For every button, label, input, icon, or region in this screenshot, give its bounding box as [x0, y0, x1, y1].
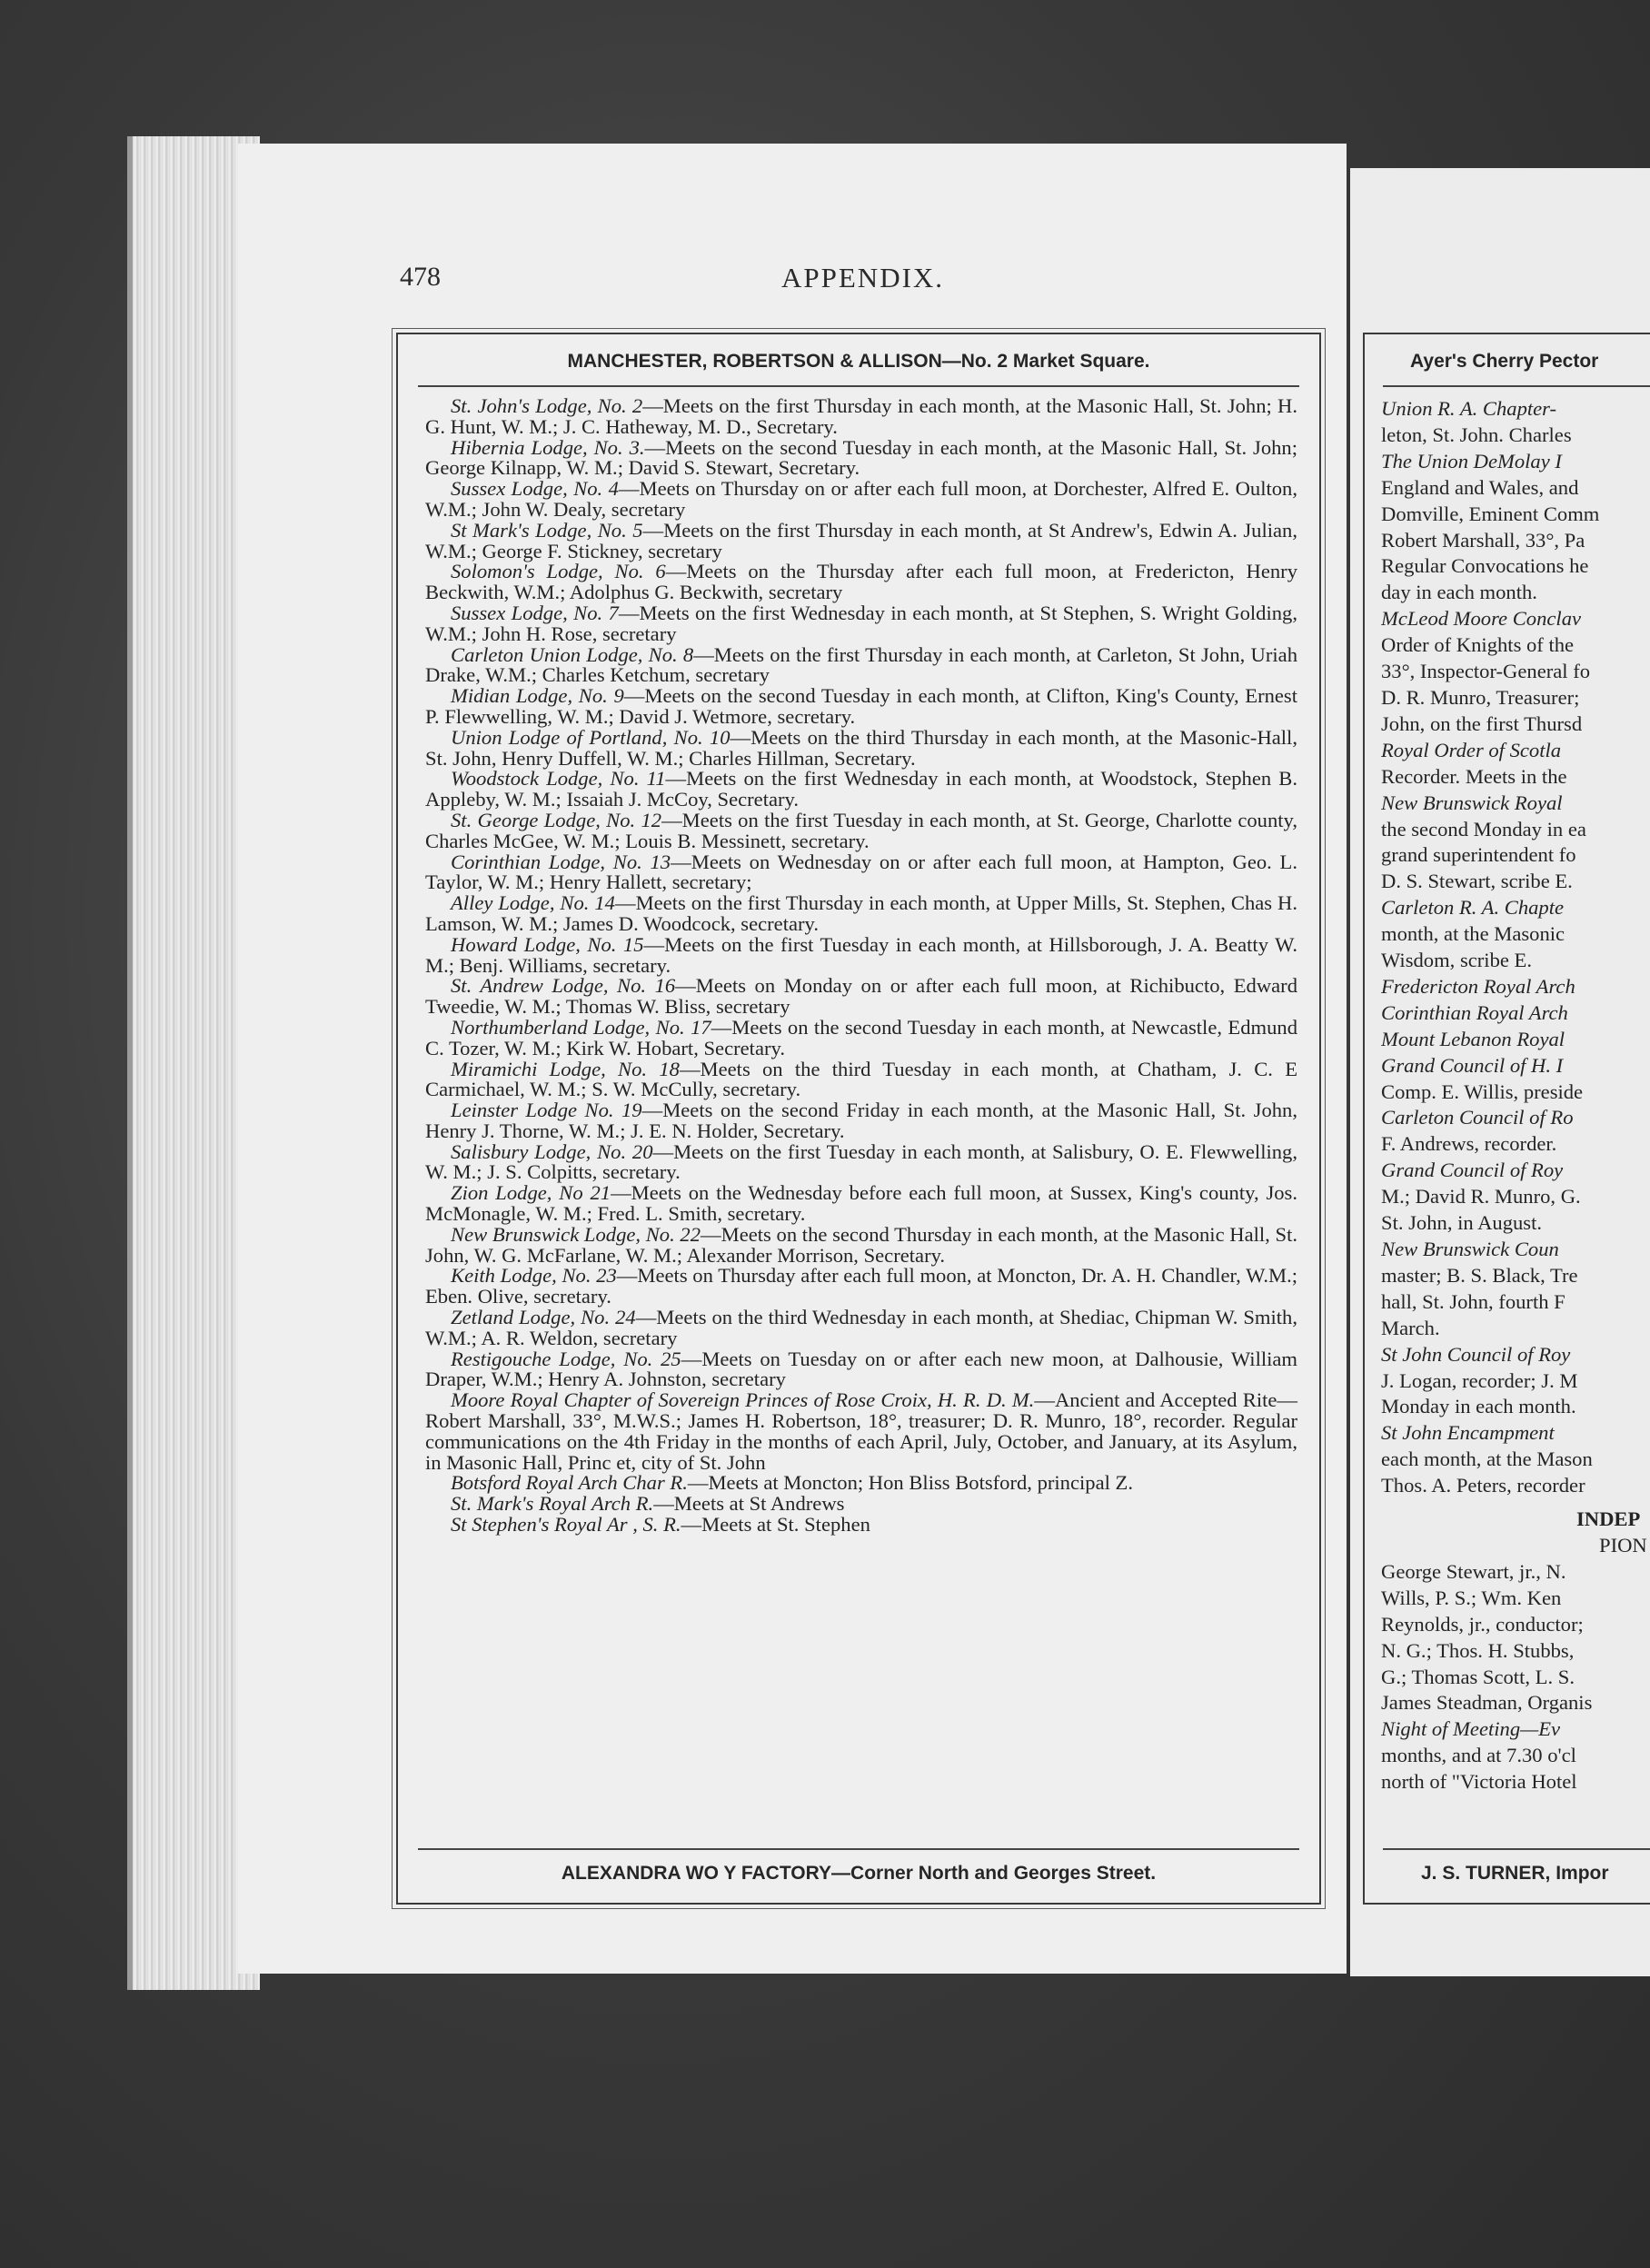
lodge-name: St. John's Lodge, No. 2: [451, 394, 643, 417]
lodge-details: —Meets on the first Thursday in each month, at St Andrew's, Edwin A. Julian, W.M.; George F. Stickney, secretary: [425, 518, 1297, 562]
lodge-name: Botsford Royal Arch Char R.: [451, 1471, 688, 1495]
running-head: APPENDIX.: [781, 262, 945, 293]
lodge-details: —Meets on the first Thursday in each month, at Upper Mills, St. Stephen, Chas H. Lamson, W. M.; James D. Woodcock, secretary.: [425, 891, 1297, 935]
right-page-line: Grand Council of Roy: [1381, 1159, 1564, 1182]
lodge-details: —Meets on the second Friday in each month, at the Masonic Hall, St. John, Henry J. Thorne, W. M.; J. E. N. Holder, Secretary.: [425, 1099, 1297, 1142]
right-page-line: John, on the first Thursd: [1381, 711, 1583, 735]
top-rule: [418, 385, 1299, 387]
lodge-entry: [425, 396, 1297, 438]
lodge-name: Salisbury Lodge, No. 20: [451, 1139, 653, 1163]
lodge-entry: [425, 1266, 1297, 1308]
right-page-line: M.; David R. Munro, G.: [1381, 1185, 1581, 1209]
lodge-name: Corinthian Lodge, No. 13: [451, 850, 671, 873]
lodge-name: Restigouche Lodge, No. 25: [451, 1347, 681, 1370]
lodge-name: Howard Lodge, No. 15: [451, 932, 644, 956]
lodge-name: Zion Lodge, No 21: [451, 1181, 611, 1205]
lodge-details: —Meets on Wednesday on or after each full moon, at Hampton, Geo. L. Taylor, W. M.; Henry Hallett, secretary;: [425, 850, 1297, 894]
lodge-name: St Mark's Lodge, No. 5: [451, 518, 643, 542]
lodge-details: —Meets on the third Wednesday in each month, at Shediac, Chipman W. Smith, W.M.; A. R. Weldon, secretary: [425, 1306, 1297, 1349]
lodge-details: —Meets on the third Tuesday in each month, at Chatham, J. C. E Carmichael, W. M.; S. W. McCully, secretary.: [425, 1057, 1297, 1101]
right-top-rule: [1383, 385, 1650, 387]
lodge-entry: [425, 976, 1297, 1018]
right-page-line: Regular Convocations he: [1381, 554, 1589, 578]
lodge-entry: [425, 769, 1297, 811]
lodge-details: —Meets on the first Tuesday in each month, at Salisbury, O. E. Flewwelling, W. M.; J. S. Colpitts, secretary.: [425, 1139, 1298, 1184]
right-page-line: Union R. A. Chapter-: [1381, 397, 1557, 420]
lodge-entry: [425, 479, 1297, 521]
lodge-entry: [425, 435, 1298, 480]
right-page-entries: [1381, 396, 1650, 1796]
right-page-line: the second Monday in ea: [1381, 817, 1586, 841]
right-page-line: Wisdom, scribe E.: [1381, 949, 1532, 972]
lodge-entry: [425, 893, 1297, 935]
directory-box: [396, 333, 1321, 1905]
lodge-entry: [425, 1059, 1297, 1101]
lodge-details: —Meets on the second Tuesday in each month, at Clifton, King's County, Ernest P. Flewwelling, W. M.; David J. Wetmore, secretary.: [425, 684, 1298, 728]
right-page-line: March.: [1381, 1316, 1440, 1339]
right-page-line: F. Andrews, recorder.: [1381, 1132, 1557, 1156]
lodge-name: Sussex Lodge, No. 7: [451, 601, 619, 624]
bottom-rule: [418, 1848, 1299, 1850]
lodge-entry: [425, 1222, 1297, 1267]
lodge-entry: [425, 1494, 1297, 1515]
lodge-entry: [425, 1473, 1297, 1494]
lodge-name: Leinster Lodge No. 19: [451, 1099, 642, 1122]
right-page-line: St John Encampment: [1381, 1421, 1555, 1445]
lodge-name: Alley Lodge, No. 14: [451, 891, 615, 915]
lodge-name: Sussex Lodge, No. 4: [451, 477, 619, 501]
right-page-line: day in each month.: [1381, 581, 1537, 604]
advertisement-bottom: ALEXANDRA WO Y FACTORY—Corner North and Georges Street.: [561, 1863, 1157, 1884]
right-page-line: Recorder. Meets in the: [1381, 764, 1567, 788]
lodge-name: Zetland Lodge, No. 24: [451, 1306, 636, 1329]
advertisement-top: MANCHESTER, ROBERTSON & ALLISON—No. 2 Market Square.: [567, 351, 1150, 372]
right-advertisement-top: Ayer's Cherry Pector: [1410, 351, 1599, 372]
right-advertisement-bottom: J. S. TURNER, Impor: [1421, 1863, 1609, 1884]
lodge-details: —Meets at St. Stephen: [681, 1513, 870, 1537]
right-page-line: Domville, Eminent Comm: [1381, 502, 1600, 525]
right-page-line: New Brunswick Coun: [1381, 1238, 1559, 1260]
lodge-details: —Meets on the second Tuesday in each month, at Newcastle, Edmund C. Tozer, W. M.; Kirk W. Hobart, Secretary.: [425, 1015, 1297, 1059]
lodge-entry: [425, 518, 1297, 562]
lodge-entry: [425, 1100, 1297, 1142]
lodge-details: —Meets on the first Thursday in each month, at the Masonic Hall, St. John; H. G. Hunt, W. M.; J. C. Hatheway, M. D., Secretary.: [425, 394, 1297, 438]
lodge-details: —Meets on Monday on or after each full moon, at Richibucto, Edward Tweedie, W. M.; Thomas W. Bliss, secretary: [425, 974, 1297, 1019]
lodge-details: —Meets on the first Wednesday in each month, at St Stephen, S. Wright Golding, W.M.; John H. Rose, secretary: [425, 601, 1297, 645]
lodge-details: —Meets on the first Tuesday in each month, at St. George, Charlotte county, Charles McGee, W. M.; Louis B. Messinett, secretary.: [425, 808, 1297, 852]
lodge-name: Carleton Union Lodge, No. 8: [451, 642, 694, 666]
lodge-entry: [425, 1183, 1297, 1225]
lodge-entry: [425, 1515, 1297, 1536]
lodge-details: —Meets on the second Tuesday in each month, at the Masonic Hall, St. John; George Kilnapp, W. M.; David S. Stewart, Secretary.: [425, 435, 1298, 480]
right-page-line: St. John, in August.: [1381, 1211, 1543, 1235]
right-page-line: Night of Meeting—Ev: [1381, 1717, 1561, 1741]
right-page-line: Carleton Council of Ro: [1381, 1106, 1574, 1129]
right-page-line: McLeod Moore Conclav: [1381, 607, 1582, 631]
lodge-details: —Meets at Moncton; Hon Bliss Botsford, principal Z.: [687, 1471, 1133, 1495]
right-page-line: Monday in each month.: [1381, 1395, 1576, 1418]
right-page-line: Fredericton Royal Arch: [1381, 974, 1575, 998]
lodge-name: St. Andrew Lodge, No. 16: [451, 974, 676, 998]
lodge-name: New Brunswick Lodge, No. 22: [451, 1222, 701, 1246]
right-page-line: Carleton R. A. Chapte: [1381, 896, 1565, 920]
lodge-name: Union Lodge of Portland, No. 10: [451, 725, 731, 749]
right-page-line: Robert Marshall, 33°, Pa: [1381, 528, 1585, 552]
lodge-entry: [425, 1139, 1298, 1184]
lodge-details: —Meets on the first Wednesday in each month, at Woodstock, Stephen B. Appleby, W. M.; Issaiah J. McCoy, Secretary.: [425, 767, 1297, 811]
right-page-subheading: PION: [1599, 1533, 1647, 1557]
lodge-details: —Meets on the first Thursday in each month, at Carleton, St John, Uriah Drake, W.M.; Charles Ketchum, secretary: [425, 642, 1297, 687]
lodge-entry: [425, 603, 1297, 645]
lodge-entry: [425, 725, 1297, 770]
lodge-name: Midian Lodge, No. 9: [451, 684, 624, 708]
lodge-entry: [425, 642, 1297, 687]
right-page-line: G.; Thomas Scott, L. S.: [1381, 1665, 1575, 1688]
right-page-line: Mount Lebanon Royal: [1381, 1027, 1566, 1050]
lodge-entry: [425, 686, 1297, 728]
right-page-line: Royal Order of Scotla: [1381, 738, 1562, 761]
lodge-entry: [425, 1390, 1297, 1473]
lodge-name: Solomon's Lodge, No. 6: [451, 560, 666, 583]
lodge-entry: [425, 932, 1298, 977]
lodge-details: —Meets on Thursday after each full moon, at Moncton, Dr. A. H. Chandler, W.M.; Eben. Olive, secretary.: [425, 1264, 1297, 1308]
lodge-name: St. George Lodge, No. 12: [451, 808, 662, 831]
right-page-line: J. Logan, recorder; J. M: [1381, 1368, 1578, 1392]
right-page-line: grand superintendent fo: [1381, 843, 1576, 867]
right-bottom-rule: [1383, 1848, 1650, 1850]
lodge-name: Northumberland Lodge, No. 17: [451, 1015, 711, 1039]
right-page-line: Comp. E. Willis, preside: [1381, 1079, 1584, 1103]
lodge-details: —Ancient and Accepted Rite—Robert Marshall, 33°, M.W.S.; James H. Robertson, 18°, treasurer; D. R. Munro, 18°, recorder. Regular communications on the 4th Friday in the months of each April, July, October, and January, at its Asylum, in Masonic Hall, Princ et, city of St. John: [425, 1388, 1297, 1474]
right-page-line: St John Council of Roy: [1381, 1342, 1571, 1366]
lodge-name: Keith Lodge, No. 23: [451, 1264, 617, 1288]
lodge-name: Moore Royal Chapter of Sovereign Princes of Rose Croix, H. R. D. M.: [451, 1388, 1035, 1412]
right-page-line: N. G.; Thos. H. Stubbs,: [1381, 1638, 1575, 1662]
lodge-name: St Stephen's Royal Ar , S. R.: [451, 1513, 681, 1537]
lodge-entry: [425, 808, 1297, 852]
right-page-line: D. S. Stewart, scribe E.: [1381, 870, 1573, 893]
page-number: 478: [400, 262, 441, 292]
right-page-line: hall, St. John, fourth F: [1381, 1289, 1566, 1313]
lodge-details: —Meets at St Andrews: [653, 1492, 845, 1516]
lodge-entry: [425, 1308, 1297, 1349]
right-page-line: leton, St. John. Charles: [1381, 423, 1572, 446]
right-page-line: 33°, Inspector-General fo: [1381, 660, 1591, 683]
lodge-name: Woodstock Lodge, No. 11: [451, 767, 666, 791]
right-page-line: Order of Knights of the: [1381, 633, 1575, 657]
right-page-line: The Union DeMolay I: [1381, 449, 1562, 472]
right-page-line: England and Wales, and: [1381, 475, 1579, 499]
right-page-line: month, at the Masonic: [1381, 922, 1566, 946]
lodge-entry: [425, 1349, 1297, 1391]
right-page-line: George Stewart, jr., N.: [1381, 1559, 1566, 1583]
lodge-entry: [425, 1015, 1297, 1059]
right-page-line: Reynolds, jr., conductor;: [1381, 1612, 1584, 1636]
right-page-line: each month, at the Mason: [1381, 1447, 1593, 1471]
right-page-line: Wills, P. S.; Wm. Ken: [1381, 1586, 1562, 1609]
lodge-entry: [425, 852, 1297, 894]
lodge-details: —Meets on Tuesday on or after each new moon, at Dalhousie, William Draper, W.M.; Henry A. Johnston, secretary: [425, 1347, 1297, 1391]
lodge-details: —Meets on the second Thursday in each month, at the Masonic Hall, St. John, W. G. McFarlane, W. M.; Alexander Morrison, Secretary.: [425, 1222, 1297, 1267]
lodge-details: —Meets on the third Thursday in each month, at the Masonic-Hall, St. John, Henry Duffell, W. M.; Charles Hillman, Secretary.: [425, 725, 1297, 770]
lodge-details: —Meets on the Wednesday before each full moon, at Sussex, King's county, Jos. McMonagle, W. M.; Fred. L. Smith, secretary.: [425, 1181, 1297, 1226]
lodge-name: Miramichi Lodge, No. 18: [451, 1057, 680, 1080]
right-page-line: James Steadman, Organis: [1381, 1691, 1593, 1715]
lodge-entries: [425, 396, 1297, 1536]
lodge-entry: [425, 562, 1297, 603]
lodge-details: —Meets on the Thursday after each full moon, at Fredericton, Henry Beckwith, W.M.; Adolphus G. Beckwith, secretary: [425, 560, 1297, 604]
right-directory-box: [1363, 333, 1650, 1905]
right-page-line: New Brunswick Royal: [1381, 791, 1563, 814]
right-page-line: D. R. Munro, Treasurer;: [1381, 685, 1580, 709]
lodge-name: St. Mark's Royal Arch R.: [451, 1492, 654, 1516]
right-page-line: Thos. A. Peters, recorder: [1381, 1474, 1585, 1497]
right-page-line: master; B. S. Black, Tre: [1381, 1263, 1578, 1287]
right-page-line: Grand Council of H. I: [1381, 1053, 1564, 1077]
lodge-name: Hibernia Lodge, No. 3.: [451, 435, 645, 459]
right-page-heading: INDEP: [1576, 1507, 1641, 1531]
right-page-line: months, and at 7.30 o'cl: [1381, 1744, 1576, 1767]
lodge-details: —Meets on Thursday on or after each full moon, at Dorchester, Alfred E. Oulton, W.M.; John W. Dealy, secretary: [425, 477, 1297, 521]
lodge-details: —Meets on the first Tuesday in each month, at Hillsborough, J. A. Beatty W. M.; Benj. Williams, secretary.: [425, 932, 1298, 977]
right-page-line: Corinthian Royal Arch: [1381, 1000, 1568, 1024]
right-page-line: north of "Victoria Hotel: [1381, 1770, 1577, 1794]
